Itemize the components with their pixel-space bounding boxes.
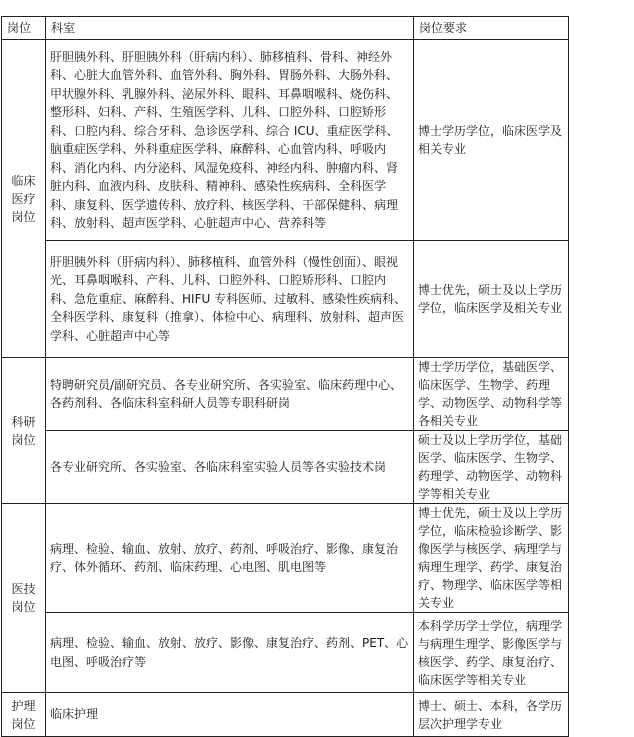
- table-row: [2, 358, 569, 431]
- requirement-cell: 本科学历学士学位，病理学与病理生理学、影像医学与核医学、药学、康复治疗、临床医学等相关专业: [414, 613, 569, 693]
- department-cell: 各专业研究所、各实验室、各临床科室实验人员等各实验技术岗: [46, 431, 414, 504]
- requirement-cell: 博士、硕士、本科，各学历层次护理学专业: [414, 693, 569, 737]
- requirement-cell: 博士学历学位，临床医学及相关专业: [414, 40, 569, 241]
- category-research: 科研岗位: [2, 358, 46, 504]
- department-cell: 肝胆胰外科、肝胆胰外科（肝病内科）、肺移植科、骨科、神经外科、心脏大血管外科、血管外科、胸外科、胃肠外科、大肠外科、甲状腺外科、乳腺外科、泌尿外科、眼科、耳鼻咽喉科、烧伤科、整形科、妇科、产科、生殖医学科、儿科、口腔外科、口腔矫形科、口腔内科、综合牙科、急诊医学科、综合 ICU、重症医学科、脑重症医学科、外科重症医学科、麻醉科、心血管内科、呼吸内科、消化内科、内分泌科、风湿免疫科、神经内科、肿瘤内科、肾脏内科、血液内科、皮肤科、精神科、感染性疾病科、全科医学科、康复科、医学遗传科、放疗科、核医学科、干部保健科、病理科、放射科、超声医学科、心脏超声中心、营养科等: [46, 40, 414, 241]
- header-requirement: 岗位要求: [414, 17, 569, 40]
- requirement-cell: 博士优先，硕士及以上学历学位，临床医学及相关专业: [414, 241, 569, 358]
- table-header-row: [2, 17, 569, 40]
- requirement-cell: 博士优先，硕士及以上学历学位，临床检验诊断学、影像医学与核医学、病理学与病理生理学、药学、康复治疗、物理学、临床医学等相关专业: [414, 504, 569, 613]
- department-cell: 临床护理: [46, 693, 414, 737]
- department-cell: 肝胆胰外科（肝病内科）、肺移植科、血管外科（慢性创面）、眼视光、耳鼻咽喉科、产科、儿科、口腔外科、口腔矫形科、口腔内科、急危重症、麻醉科、HIFU 专科医师、过敏科、感染性疾病科、全科医学科、康复科（推拿）、体检中心、病理科、放射科、超声医学科、心脏超声中心等: [46, 241, 414, 358]
- requirement-cell: 博士学历学位，基础医学、临床医学、生物学、药理学、动物医学、动物科学等各相关专业: [414, 358, 569, 431]
- category-nursing: 护理岗位: [2, 693, 46, 737]
- table-row: [2, 613, 569, 693]
- requirement-cell: 硕士及以上学历学位，基础医学、临床医学、生物学、药理学、动物医学、动物科学等相关专业: [414, 431, 569, 504]
- recruitment-table: [1, 16, 569, 737]
- header-position: 岗位: [2, 17, 46, 40]
- department-cell: 特聘研究员/副研究员、各专业研究所、各实验室、临床药理中心、各药剂科、各临床科室科研人员等专职科研岗: [46, 358, 414, 431]
- table-row: [2, 40, 569, 241]
- table-row: [2, 504, 569, 613]
- category-clinical: 临床医疗岗位: [2, 40, 46, 358]
- category-medtech: 医技岗位: [2, 504, 46, 693]
- department-cell: 病理、检验、输血、放射、放疗、药剂、呼吸治疗、影像、康复治疗、体外循环、药剂、临床药理、心电图、肌电图等: [46, 504, 414, 613]
- table-row: [2, 431, 569, 504]
- table-row: [2, 693, 569, 737]
- table-row: [2, 241, 569, 358]
- header-department: 科室: [46, 17, 414, 40]
- department-cell: 病理、检验、输血、放射、放疗、影像、康复治疗、药剂、PET、心电图、呼吸治疗等: [46, 613, 414, 693]
